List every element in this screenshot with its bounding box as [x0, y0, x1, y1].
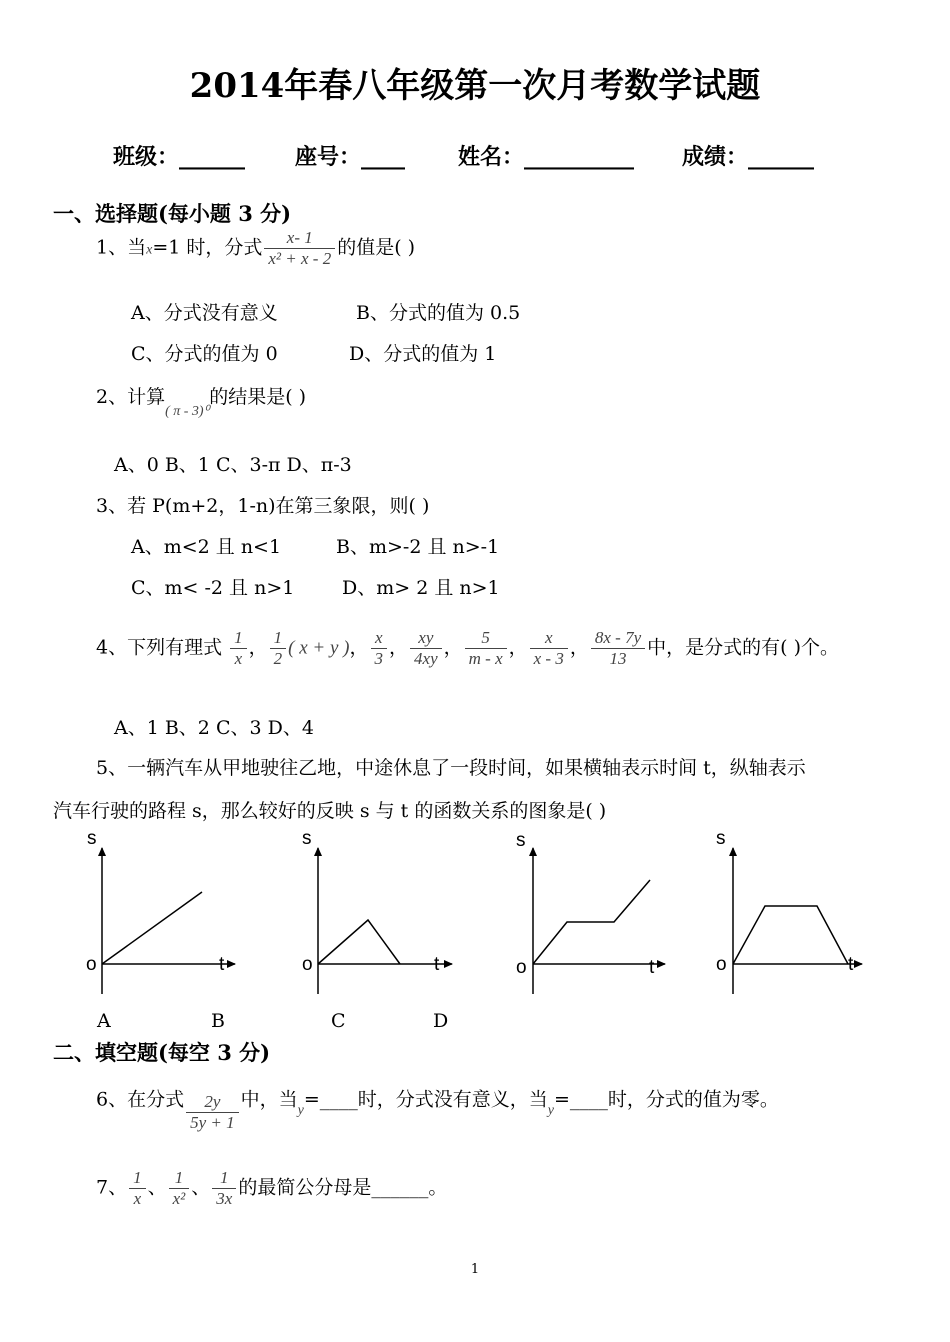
seat-field[interactable]: 座号：____	[295, 144, 406, 170]
graph-d[interactable]	[733, 848, 862, 994]
question-4: 4、下列有理式 $\frac{1}{x}$ ， $\frac{1}{2}$ ( x + y )， $\frac{x}{3}$ ， $\frac{xy}{4xy}$ ， $\frac{5}{m - x}$ ， $\frac{x}{x - 3}$ ， $\frac{8x - 7y}{13}$ 中，是分式的有( )个。	[96, 628, 840, 668]
name-field[interactable]: 姓名：__________	[458, 144, 635, 170]
question-7: 7、 $\frac{1}{x}$ 、 $\frac{1}{\text{x²}}$ 、 $\frac{1}{3x}$ 的最简公分母是______。	[96, 1168, 448, 1208]
q1-fraction: $\frac{x- 1}{\text{x² + x - 2}}$	[264, 228, 335, 269]
graph-b-t-label: t	[434, 954, 440, 975]
graph-label-b[interactable]: B	[211, 1010, 225, 1032]
q7-fraction-2: $\frac{1}{\text{x²}}$	[169, 1168, 190, 1209]
graph-a[interactable]	[102, 848, 235, 994]
graph-c-s-label: s	[516, 830, 526, 851]
q5-graphs	[0, 820, 950, 1020]
graph-b[interactable]	[318, 848, 452, 994]
graph-label-c[interactable]: C	[331, 1010, 346, 1032]
graph-a-s-label: s	[87, 828, 97, 849]
graph-label-a[interactable]: A	[97, 1010, 111, 1032]
q1-option-c[interactable]: C、分式的值为 0	[131, 343, 278, 365]
graph-d-origin-label: o	[716, 954, 727, 975]
q4-fraction-5: $\frac{5}{m - x}$	[465, 628, 507, 669]
graph-label-d[interactable]: D	[433, 1010, 449, 1032]
q3-option-a[interactable]: A、m<2 且 n<1	[131, 536, 282, 558]
q3-option-b[interactable]: B、m>-2 且 n>-1	[336, 536, 500, 558]
page-title: 2014年春八年级第一次月考数学试题	[189, 66, 761, 106]
q3-option-c[interactable]: C、m< -2 且 n>1	[131, 577, 295, 599]
graph-d-t-label: t	[848, 954, 854, 975]
q1-option-b[interactable]: B、分式的值为 0.5	[356, 302, 521, 324]
question-6: 6、在分式 $\frac{2y}{5y + 1}$ 中，当$_y$=____时，分式没有意义，当$_y$=____时，分式的值为零。	[96, 1088, 779, 1132]
q4-fraction-6: $\frac{x}{x - 3}$	[530, 628, 568, 669]
section2-heading: 二、填空题(每空 3 分)	[53, 1040, 271, 1065]
class-field[interactable]: 班级：______	[113, 144, 246, 170]
q4-fraction-7: $\frac{8x - 7y}{13}$	[591, 628, 645, 669]
graph-a-t-label: t	[219, 954, 225, 975]
q7-fraction-1: $\frac{1}{x}$	[129, 1168, 146, 1209]
score-field[interactable]: 成绩：______	[682, 144, 815, 170]
graph-c[interactable]	[533, 848, 665, 994]
q4-fraction-3: $\frac{x}{3}$	[371, 628, 388, 669]
page-number: 1	[470, 1262, 480, 1277]
graph-b-origin-label: o	[302, 954, 313, 975]
graph-c-origin-label: o	[516, 957, 527, 978]
graph-b-s-label: s	[302, 828, 312, 849]
question-5-line2: 汽车行驶的路程 s，那么较好的反映 s 与 t 的函数关系的图象是( )	[53, 800, 607, 822]
q4-fraction-1: $\frac{1}{x}$	[230, 628, 247, 669]
q3-option-d[interactable]: D、m> 2 且 n>1	[342, 577, 500, 599]
q6-fraction: $\frac{2y}{5y + 1}$	[186, 1092, 239, 1133]
graph-a-origin-label: o	[86, 954, 97, 975]
graph-c-t-label: t	[649, 957, 655, 978]
q7-fraction-3: $\frac{1}{3x}$	[212, 1168, 236, 1209]
question-1: 1、当x=1 时，分式 $\frac{x- 1}{\text{x² + x - 2}}$ 的值是( )	[96, 228, 416, 268]
section1-heading: 一、选择题(每小题 3 分)	[53, 201, 292, 226]
q1-option-d[interactable]: D、分式的值为 1	[349, 343, 497, 365]
question-5-line1: 5、一辆汽车从甲地驶往乙地，中途休息了一段时间，如果横轴表示时间 t，纵轴表示	[96, 757, 806, 779]
q4-fraction-2: $\frac{1}{2}$	[270, 628, 287, 669]
q4-options[interactable]: A、1 B、2 C、3 D、4	[114, 717, 314, 739]
q4-fraction-4: $\frac{xy}{4xy}$	[410, 628, 442, 669]
q2-options[interactable]: A、0 B、1 C、3-π D、π-3	[114, 454, 352, 476]
question-2: 2、计算$_{( \pi - 3)^0}$的结果是( )	[96, 386, 307, 419]
q1-option-a[interactable]: A、分式没有意义	[131, 302, 278, 324]
question-3: 3、若 P(m+2，1-n)在第三象限，则( )	[96, 495, 430, 517]
graph-d-s-label: s	[716, 828, 726, 849]
